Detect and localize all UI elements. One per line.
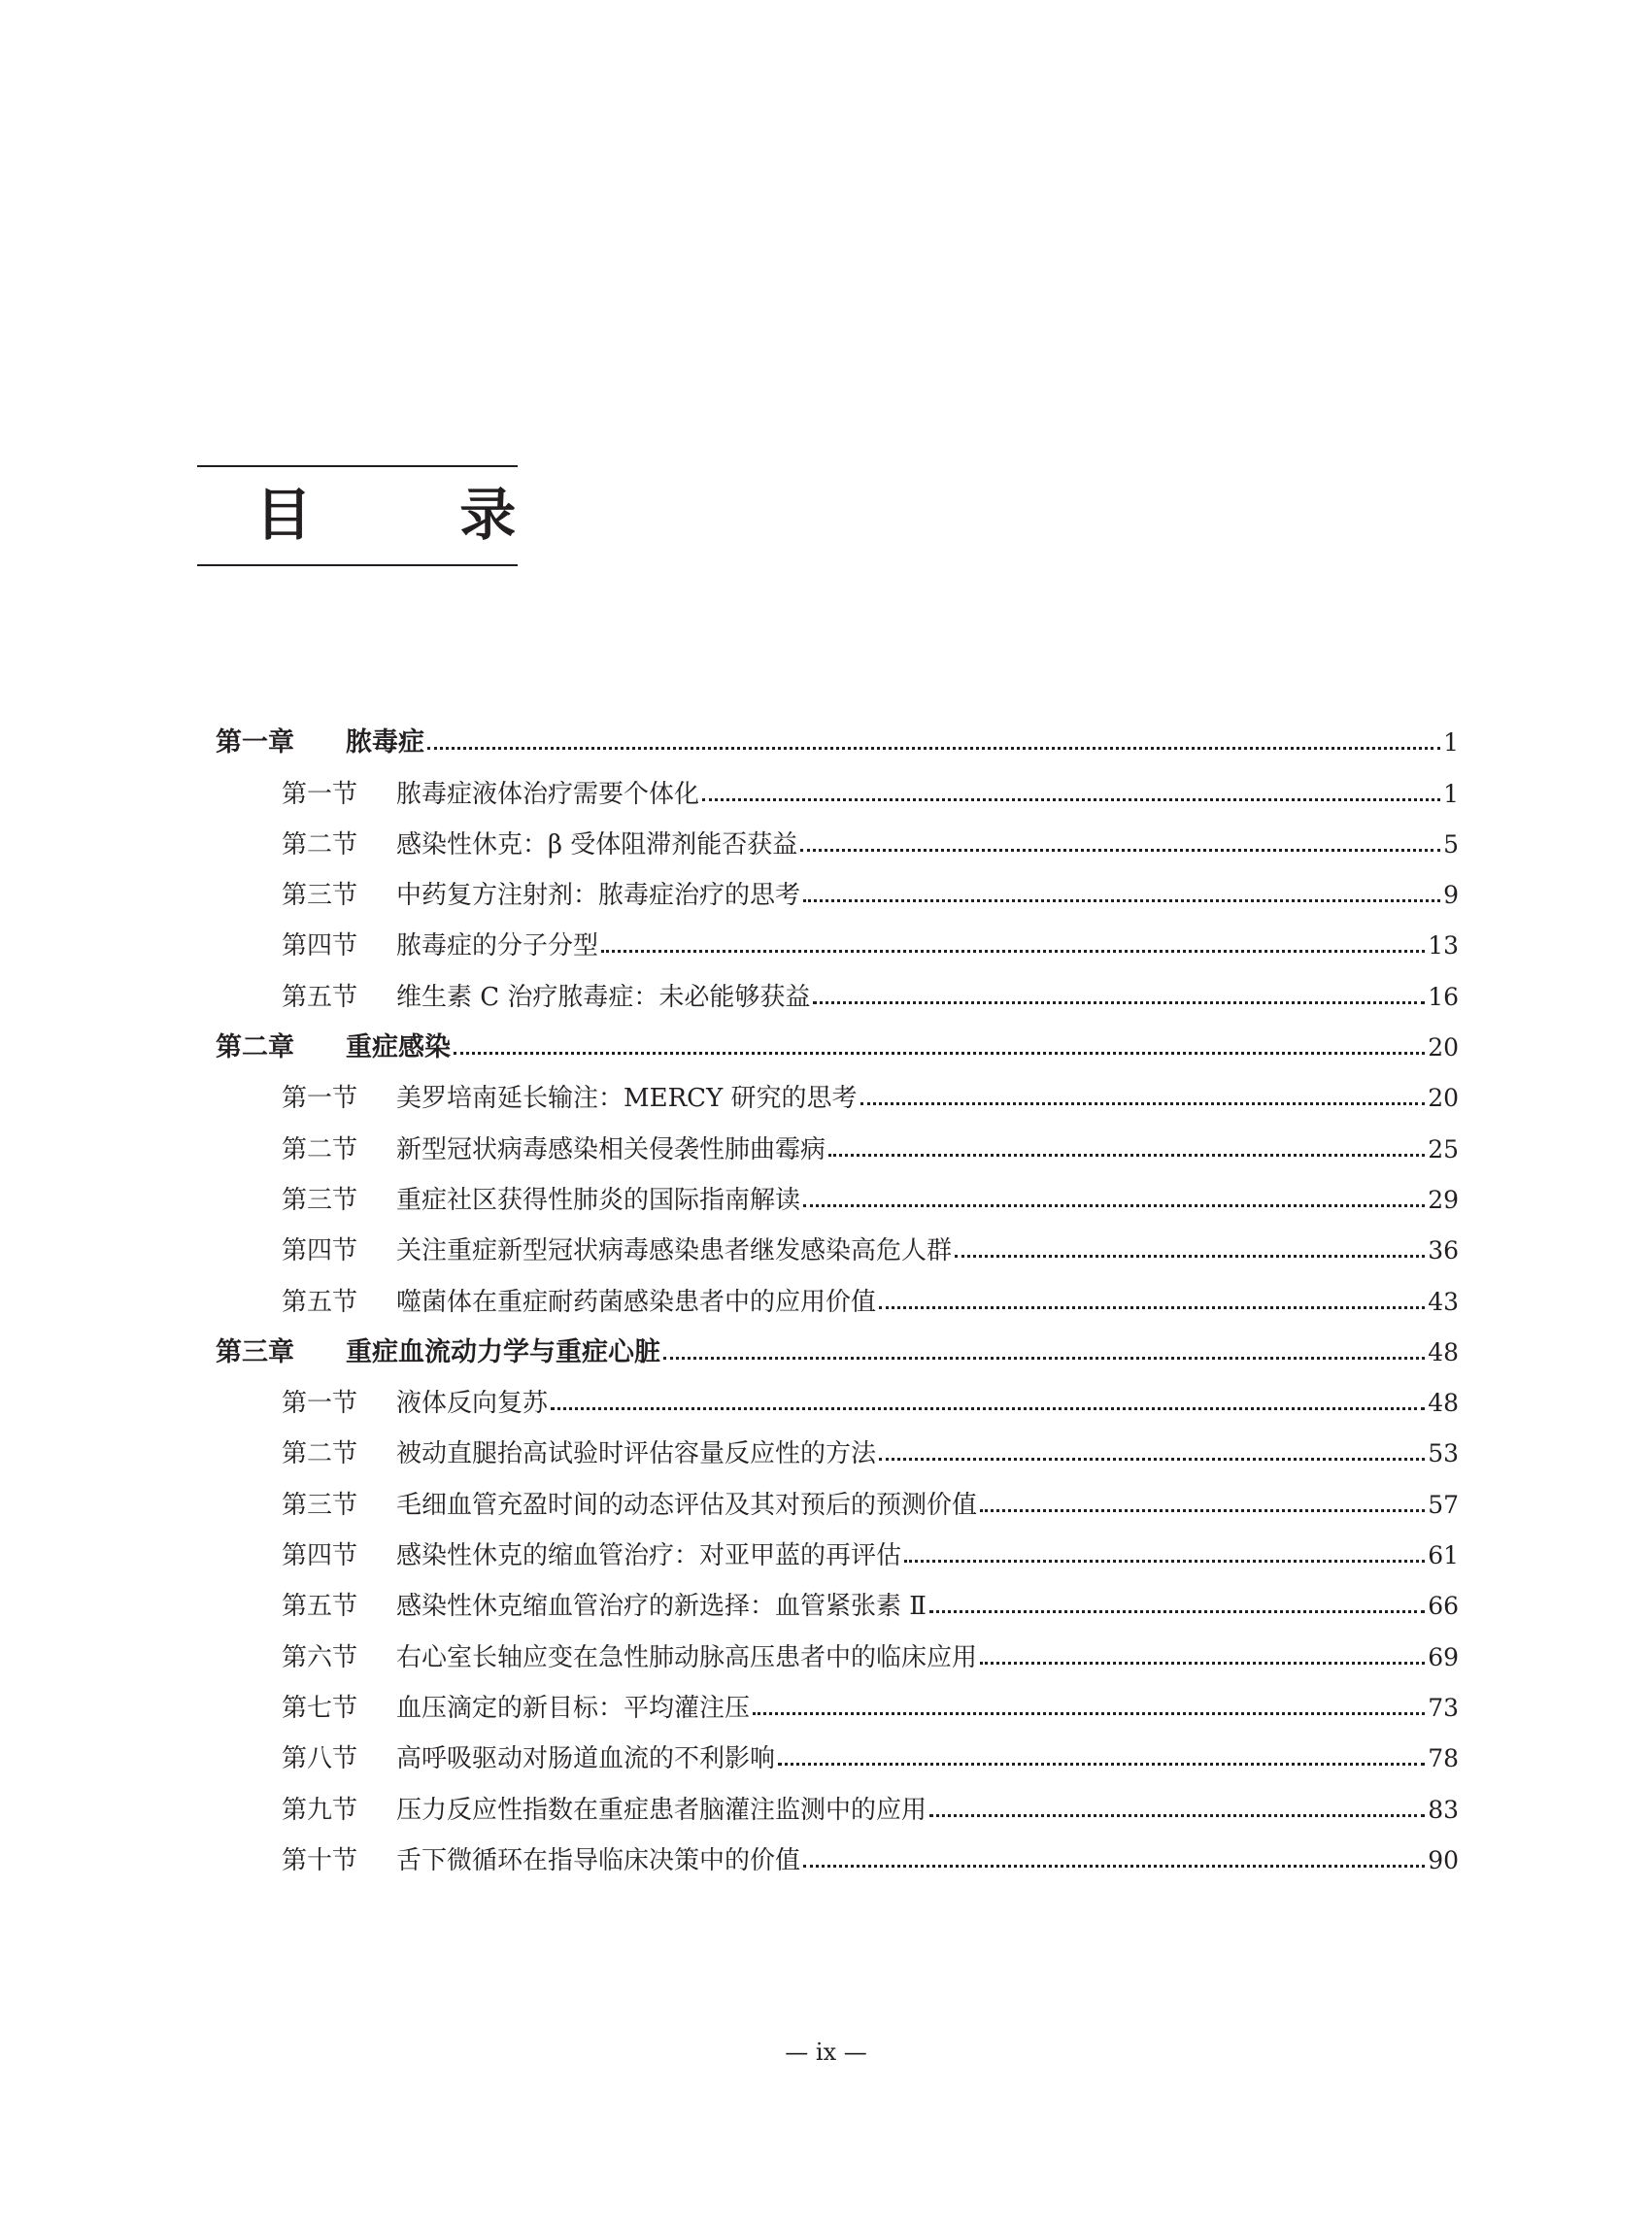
section-label: 第三节	[282, 1490, 358, 1520]
section-page-number: 43	[1428, 1287, 1459, 1316]
toc-heading-block	[197, 465, 581, 566]
dot-leader	[778, 1763, 1425, 1766]
dot-leader	[663, 1357, 1425, 1360]
toc-section-entry[interactable]	[216, 1780, 1459, 1831]
section-page-number: 5	[1443, 829, 1459, 859]
section-label: 第二节	[282, 1134, 358, 1164]
dot-leader	[929, 1814, 1425, 1817]
section-page-number: 16	[1428, 982, 1459, 1011]
toc-section-entry[interactable]	[216, 1120, 1459, 1170]
toc-section-entry[interactable]	[216, 1069, 1459, 1120]
section-title: 血压滴定的新目标：平均灌注压	[396, 1693, 751, 1723]
section-title: 美罗培南延长输注：MERCY 研究的思考	[396, 1084, 858, 1114]
toc-section-entry[interactable]	[216, 764, 1459, 815]
toc-section-entry[interactable]	[216, 1730, 1459, 1780]
toc-section-entry[interactable]	[216, 816, 1459, 866]
section-page-number: 73	[1428, 1693, 1459, 1722]
section-label: 第十节	[282, 1845, 358, 1875]
section-label: 第九节	[282, 1795, 358, 1825]
section-page-number: 61	[1428, 1541, 1459, 1570]
toc-chapter-entry[interactable]	[216, 1324, 1459, 1374]
chapter-label: 第二章	[216, 1032, 294, 1063]
toc-section-entry[interactable]	[216, 1628, 1459, 1678]
section-page-number: 25	[1428, 1134, 1459, 1163]
section-page-number: 29	[1428, 1185, 1459, 1214]
dot-leader	[803, 1865, 1425, 1868]
section-title: 脓毒症液体治疗需要个体化	[396, 779, 700, 809]
section-page-number: 1	[1443, 779, 1459, 808]
dot-leader	[803, 1204, 1425, 1207]
toc-section-entry[interactable]	[216, 917, 1459, 967]
dot-leader	[955, 1255, 1425, 1258]
section-label: 第三节	[282, 1185, 358, 1215]
section-page-number: 57	[1428, 1490, 1459, 1519]
dot-leader	[879, 1458, 1425, 1461]
section-title: 脓毒症的分子分型	[396, 931, 599, 961]
section-label: 第七节	[282, 1693, 358, 1723]
dot-leader	[803, 899, 1440, 902]
dot-leader	[702, 798, 1440, 801]
section-page-number: 13	[1428, 931, 1459, 961]
section-title: 新型冠状病毒感染相关侵袭性肺曲霉病	[396, 1134, 826, 1164]
section-title: 感染性休克缩血管治疗的新选择：血管紧张素 Ⅱ	[396, 1592, 927, 1622]
chapter-label: 第三章	[216, 1336, 294, 1367]
section-title: 毛细血管充盈时间的动态评估及其对预后的预测价值	[396, 1490, 978, 1520]
section-page-number: 83	[1428, 1795, 1459, 1824]
section-page-number: 78	[1428, 1744, 1459, 1773]
table-of-contents	[216, 714, 1459, 1882]
section-title: 舌下微循环在指导临床决策中的价值	[396, 1845, 801, 1875]
section-title: 维生素 C 治疗脓毒症：未必能够获益	[396, 982, 811, 1012]
section-label: 第四节	[282, 1236, 358, 1266]
toc-section-entry[interactable]	[216, 866, 1459, 917]
section-title: 右心室长轴应变在急性肺动脉高压患者中的临床应用	[396, 1642, 978, 1672]
section-title: 压力反应性指数在重症患者脑灌注监测中的应用	[396, 1795, 927, 1825]
toc-chapter-entry[interactable]	[216, 1019, 1459, 1069]
toc-section-entry[interactable]	[216, 1222, 1459, 1272]
section-label: 第一节	[282, 779, 358, 809]
section-label: 第五节	[282, 1287, 358, 1317]
section-label: 第八节	[282, 1744, 358, 1774]
section-title: 中药复方注射剂：脓毒症治疗的思考	[396, 881, 801, 911]
toc-section-entry[interactable]	[216, 1425, 1459, 1475]
toc-chapter-entry[interactable]	[216, 714, 1459, 764]
dot-leader	[860, 1102, 1426, 1105]
toc-section-entry[interactable]	[216, 1374, 1459, 1425]
toc-section-entry[interactable]	[216, 1527, 1459, 1577]
toc-section-entry[interactable]	[216, 967, 1459, 1018]
chapter-page-number: 1	[1443, 728, 1459, 758]
section-title: 重症社区获得性肺炎的国际指南解读	[396, 1185, 801, 1215]
section-label: 第六节	[282, 1642, 358, 1672]
section-label: 第二节	[282, 1439, 358, 1469]
section-title: 感染性休克的缩血管治疗：对亚甲蓝的再评估	[396, 1541, 902, 1571]
chapter-page-number: 20	[1428, 1033, 1459, 1062]
dot-leader	[601, 950, 1425, 953]
dot-leader	[813, 1001, 1425, 1004]
toc-section-entry[interactable]	[216, 1679, 1459, 1730]
section-title: 感染性休克：β 受体阻滞剂能否获益	[396, 829, 798, 860]
section-label: 第一节	[282, 1389, 358, 1419]
section-page-number: 9	[1443, 881, 1459, 910]
section-label: 第四节	[282, 931, 358, 961]
dot-leader	[929, 1610, 1425, 1613]
dot-leader	[551, 1407, 1425, 1410]
section-label: 第三节	[282, 881, 358, 911]
toc-section-entry[interactable]	[216, 1272, 1459, 1323]
dot-leader	[828, 1154, 1425, 1157]
chapter-title: 重症血流动力学与重症心脏	[346, 1336, 660, 1367]
dot-leader	[800, 849, 1440, 852]
toc-section-entry[interactable]	[216, 1577, 1459, 1628]
dot-leader	[454, 1052, 1425, 1055]
section-title: 噬菌体在重症耐药菌感染患者中的应用价值	[396, 1287, 877, 1317]
section-title: 液体反向复苏	[396, 1389, 549, 1419]
section-page-number: 90	[1428, 1845, 1459, 1874]
dot-leader	[879, 1306, 1425, 1309]
chapter-title: 重症感染	[346, 1032, 451, 1063]
section-title: 被动直腿抬高试验时评估容量反应性的方法	[396, 1439, 877, 1469]
page-number-footer: — ix —	[785, 2039, 867, 2066]
section-page-number: 20	[1428, 1084, 1459, 1113]
chapter-label: 第一章	[216, 727, 294, 759]
dot-leader	[904, 1560, 1425, 1563]
section-label: 第一节	[282, 1084, 358, 1114]
section-page-number: 69	[1428, 1642, 1459, 1671]
section-page-number: 48	[1428, 1389, 1459, 1418]
dot-leader	[753, 1712, 1425, 1715]
section-page-number: 53	[1428, 1439, 1459, 1468]
chapter-title: 脓毒症	[346, 727, 424, 759]
section-title: 关注重症新型冠状病毒感染患者继发感染高危人群	[396, 1236, 953, 1266]
section-label: 第二节	[282, 829, 358, 860]
chapter-page-number: 48	[1428, 1337, 1459, 1366]
section-label: 第五节	[282, 1592, 358, 1622]
dot-leader	[980, 1662, 1425, 1665]
section-label: 第四节	[282, 1541, 358, 1571]
toc-section-entry[interactable]	[216, 1171, 1459, 1222]
section-page-number: 36	[1428, 1236, 1459, 1265]
section-page-number: 66	[1428, 1592, 1459, 1621]
section-title: 高呼吸驱动对肠道血流的不利影响	[396, 1744, 776, 1774]
toc-section-entry[interactable]	[216, 1832, 1459, 1882]
page-title: 目 录	[255, 482, 581, 548]
toc-section-entry[interactable]	[216, 1475, 1459, 1526]
dot-leader	[980, 1509, 1425, 1512]
dot-leader	[427, 747, 1440, 750]
section-label: 第五节	[282, 982, 358, 1012]
